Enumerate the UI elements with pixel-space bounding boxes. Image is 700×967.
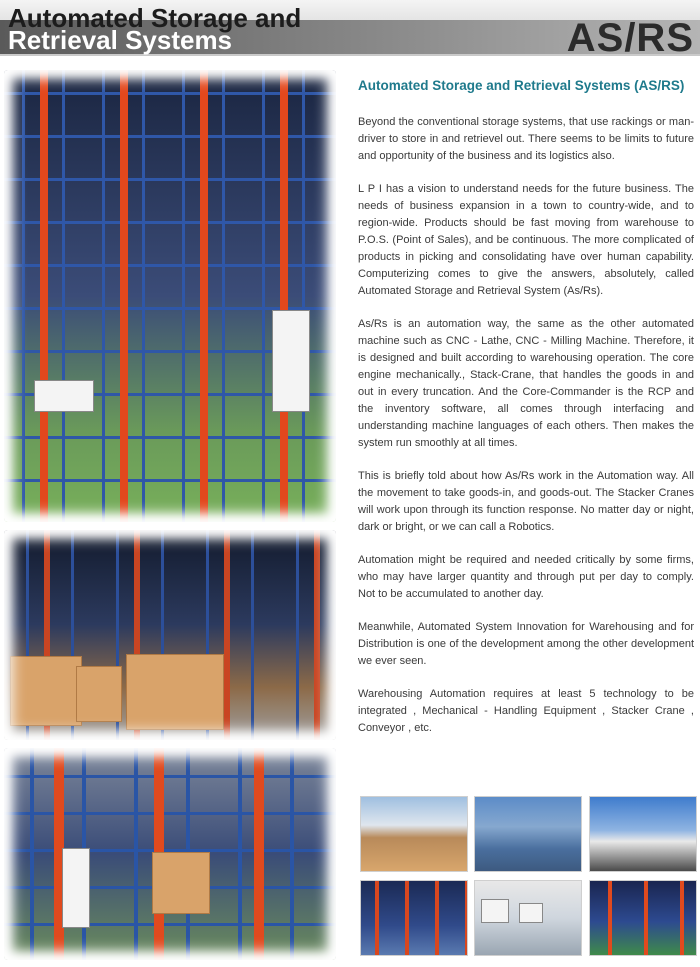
pallet-boxes bbox=[126, 654, 224, 730]
pallet-boxes bbox=[152, 852, 210, 914]
page-title-line1: Automated Storage and bbox=[8, 3, 302, 33]
article-title: Automated Storage and Retrieval Systems (AS/RS) bbox=[358, 78, 685, 93]
paragraph: As/Rs is an automation way, the same as the other automated machine such as CNC - Lathe, CNC - Milling Machine. Therefore, it is designed and built according to warehousing operation. The core engine mechanically., Stack-Crane, that handles the goods in and out in every truncation. And the Core-Commander is the RCP and the inventory software, all comes through interfacing and understanding machine languages of each others. Then makes the system run smoothly at all times. bbox=[358, 318, 694, 449]
paragraph: Warehousing Automation requires at least 5 technology to be integrated , Mechanical - Handling Equipment , Stacker Crane , Conveyor , etc. bbox=[358, 688, 694, 734]
paragraph: This is briefly told about how As/Rs work in the Automation way. All the movement to take goods-in, and goods-out. The Stacker Cranes will work upon through its function response. No matter day or night, dark or bright, or we can call a Robotics. bbox=[358, 470, 694, 533]
paragraph: Meanwhile, Automated System Innovation for Warehousing and for Distribution is one of the development among the other development we ever seen. bbox=[358, 621, 694, 667]
stacker-crane-photo bbox=[4, 748, 336, 960]
paragraph: Beyond the conventional storage systems, that use rackings or man-driver to store in and retrievel out. There seems to be limits to future and opportunity of the business and its logistics also. bbox=[358, 116, 694, 162]
thumbnail-factory-exterior bbox=[360, 796, 468, 872]
asrs-crane-photo bbox=[4, 70, 336, 522]
paragraph: Automation might be required and needed critically by some firms, who may have larger quantity and through put per day to comply. Not to be accumulated to another day. bbox=[358, 554, 694, 600]
control-cabinet bbox=[272, 310, 310, 412]
computer-monitor bbox=[481, 899, 509, 923]
page-header bbox=[0, 0, 700, 60]
paragraph: L P I has a vision to understand needs for the future business. The needs of business expansion in a town to country-wide, and to region-wide. Products should be fast moving from warehouse to P.O.S. (Point of Sales), and be continuous. The more complicated of products in picking and consolidating have over human capability. Computerizing comes to give the answers, absolutely, called Automated Storage and Retrieval System (As/Rs). bbox=[358, 183, 694, 297]
warehouse-pallets-photo bbox=[4, 530, 336, 740]
thumbnail-glass-building bbox=[474, 796, 582, 872]
computer-monitor bbox=[519, 903, 543, 923]
thumbnail-warehouse-facility bbox=[589, 796, 697, 872]
brand-logo: AS/RS bbox=[566, 16, 694, 60]
page-title-line2: Retrieval Systems bbox=[8, 25, 233, 55]
pallet-boxes bbox=[76, 666, 122, 722]
thumbnail-conveyor-system bbox=[589, 880, 697, 956]
pallet-boxes bbox=[10, 656, 82, 726]
crane-cabinet bbox=[62, 848, 90, 928]
thumbnail-rack-system bbox=[360, 880, 468, 956]
article-body bbox=[358, 114, 694, 753]
control-panel bbox=[34, 380, 94, 412]
thumbnail-control-room bbox=[474, 880, 582, 956]
